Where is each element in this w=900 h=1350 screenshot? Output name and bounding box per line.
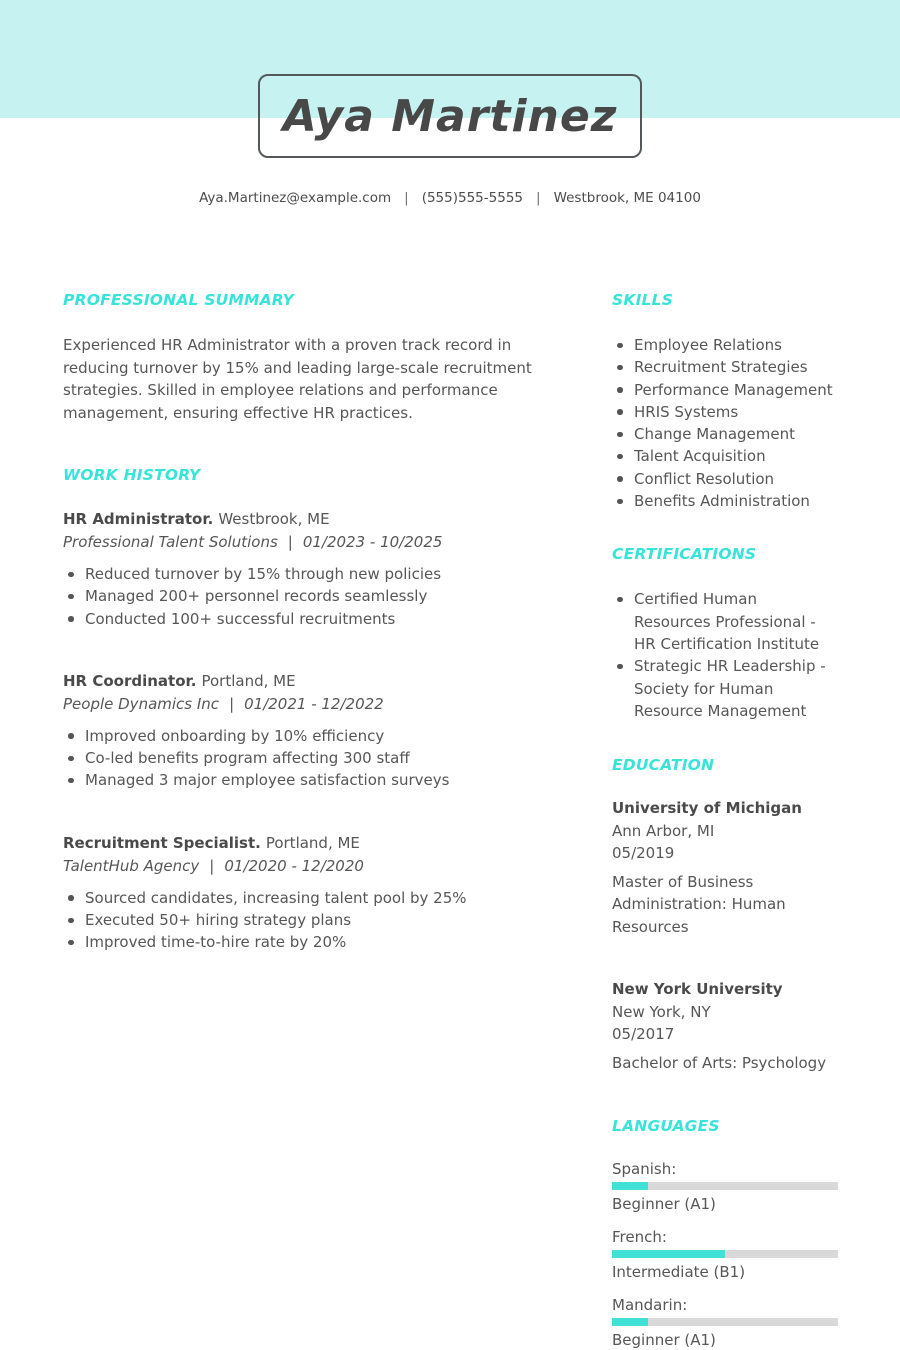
- job-title-line: [63, 832, 575, 855]
- job-bullet: Sourced candidates, increasing talent pool by 25%: [63, 887, 575, 909]
- language-level: Intermediate (B1): [612, 1263, 746, 1282]
- job-bullet: Executed 50+ hiring strategy plans: [63, 909, 575, 931]
- job-location: Portland, ME: [201, 671, 296, 690]
- language-name: Spanish:: [612, 1160, 677, 1179]
- job-dates: 01/2020 - 12/2020: [224, 856, 364, 875]
- job-bullet: Improved time-to-hire rate by 20%: [63, 931, 575, 953]
- skills-heading: SKILLS: [612, 291, 674, 309]
- section-professional-summary: [63, 292, 575, 424]
- job-bullet: Managed 3 major employee satisfaction surveys: [63, 769, 575, 791]
- language-name: Mandarin:: [612, 1296, 688, 1315]
- job-bullet-list: [63, 563, 575, 630]
- skill-item: Recruitment Strategies: [612, 356, 838, 378]
- language-progress-track: [612, 1182, 838, 1190]
- school-location: Ann Arbor, MI: [612, 821, 715, 840]
- job-separator: |: [229, 694, 235, 713]
- contact-email: Aya.Martinez@example.com: [199, 190, 392, 206]
- job-separator: |: [287, 533, 293, 551]
- language-progress-fill: [612, 1250, 725, 1258]
- job-dates: 01/2023 - 10/2025: [302, 533, 443, 551]
- person-name: Aya Martinez: [282, 90, 618, 142]
- language-progress-track: [612, 1250, 838, 1258]
- content-columns: [0, 292, 900, 1349]
- job-title-line: [63, 508, 575, 531]
- school-location: New York, NY: [612, 1002, 711, 1021]
- skills-list: [612, 334, 838, 512]
- certification-item: Certified Human Resources Professional - HR Certification Institute: [612, 588, 838, 655]
- education-entry: [612, 797, 838, 938]
- school-name: New York University: [612, 980, 783, 999]
- job-separator: |: [209, 856, 215, 875]
- language-level: Beginner (A1): [612, 1331, 716, 1350]
- section-work-history: [63, 467, 575, 954]
- job-bullet: Conducted 100+ successful recruitments: [63, 608, 575, 630]
- skill-item: Change Management: [612, 423, 838, 445]
- school-date: 05/2019: [612, 844, 675, 863]
- skill-item: Conflict Resolution: [612, 468, 838, 490]
- contact-location: Westbrook, ME 04100: [553, 190, 701, 206]
- skill-item: Benefits Administration: [612, 490, 838, 512]
- summary-heading: PROFESSIONAL SUMMARY: [63, 291, 294, 309]
- skill-item: Talent Acquisition: [612, 445, 838, 467]
- job-bullet: Managed 200+ personnel records seamlessly: [63, 585, 575, 607]
- language-progress-track: [612, 1318, 838, 1326]
- job-entry: [63, 832, 575, 954]
- name-box: [258, 74, 642, 158]
- school-degree: Bachelor of Arts: Psychology: [612, 1053, 827, 1072]
- section-certifications: [612, 546, 838, 722]
- skill-item: HRIS Systems: [612, 401, 838, 423]
- certifications-heading: CERTIFICATIONS: [612, 545, 757, 564]
- summary-text: Experienced HR Administrator with a proven track record in reducing turnover by 15% and leading large-scale recruitment strategies. Skilled in employee relations and performance management, ensuring effective HR practices.: [63, 336, 532, 422]
- section-languages: [612, 1118, 838, 1349]
- certification-item: Strategic HR Leadership - Society for Human Resource Management: [612, 655, 838, 722]
- work-history-heading: WORK HISTORY: [63, 466, 201, 484]
- language-entry: [612, 1297, 838, 1349]
- section-skills: [612, 292, 838, 512]
- language-entry: [612, 1161, 838, 1213]
- school-degree: Master of Business Administration: Human Resources: [612, 872, 786, 936]
- certifications-list: [612, 588, 838, 722]
- language-progress-fill: [612, 1318, 648, 1326]
- job-company-line: [63, 531, 575, 554]
- job-company-line: [63, 855, 575, 878]
- left-column: [63, 292, 575, 954]
- job-entry: [63, 670, 575, 792]
- job-bullet: Reduced turnover by 15% through new policies: [63, 563, 575, 585]
- contact-phone: (555)555-5555: [421, 190, 523, 206]
- job-bullet-list: [63, 887, 575, 954]
- language-entry: [612, 1229, 838, 1281]
- skill-item: Performance Management: [612, 379, 838, 401]
- job-title-line: [63, 670, 575, 693]
- skill-item: Employee Relations: [612, 334, 838, 356]
- job-bullet: Co-led benefits program affecting 300 staff: [63, 747, 575, 769]
- job-company: Professional Talent Solutions: [63, 533, 278, 551]
- language-progress-fill: [612, 1182, 648, 1190]
- job-dates: 01/2021 - 12/2022: [244, 694, 384, 713]
- job-company-line: [63, 693, 575, 716]
- section-education: [612, 757, 838, 1074]
- job-company: TalentHub Agency: [63, 856, 200, 875]
- right-column: [612, 292, 838, 1349]
- school-date: 05/2017: [612, 1025, 675, 1044]
- job-location: Portland, ME: [265, 833, 360, 852]
- contact-separator: |: [536, 190, 541, 206]
- language-level: Beginner (A1): [612, 1195, 716, 1214]
- languages-heading: LANGUAGES: [612, 1117, 720, 1136]
- education-entry: [612, 978, 838, 1074]
- job-entry: [63, 508, 575, 630]
- job-bullet: Improved onboarding by 10% efficiency: [63, 725, 575, 747]
- job-bullet-list: [63, 725, 575, 792]
- language-name: French:: [612, 1228, 667, 1247]
- education-heading: EDUCATION: [612, 756, 715, 775]
- job-location: Westbrook, ME: [218, 510, 330, 528]
- job-title: Recruitment Specialist.: [63, 833, 261, 852]
- job-company: People Dynamics Inc: [63, 694, 220, 713]
- contact-separator: |: [404, 190, 409, 206]
- contact-line: [0, 190, 900, 207]
- job-title: HR Administrator.: [63, 510, 214, 528]
- job-title: HR Coordinator.: [63, 671, 197, 690]
- school-name: University of Michigan: [612, 799, 802, 818]
